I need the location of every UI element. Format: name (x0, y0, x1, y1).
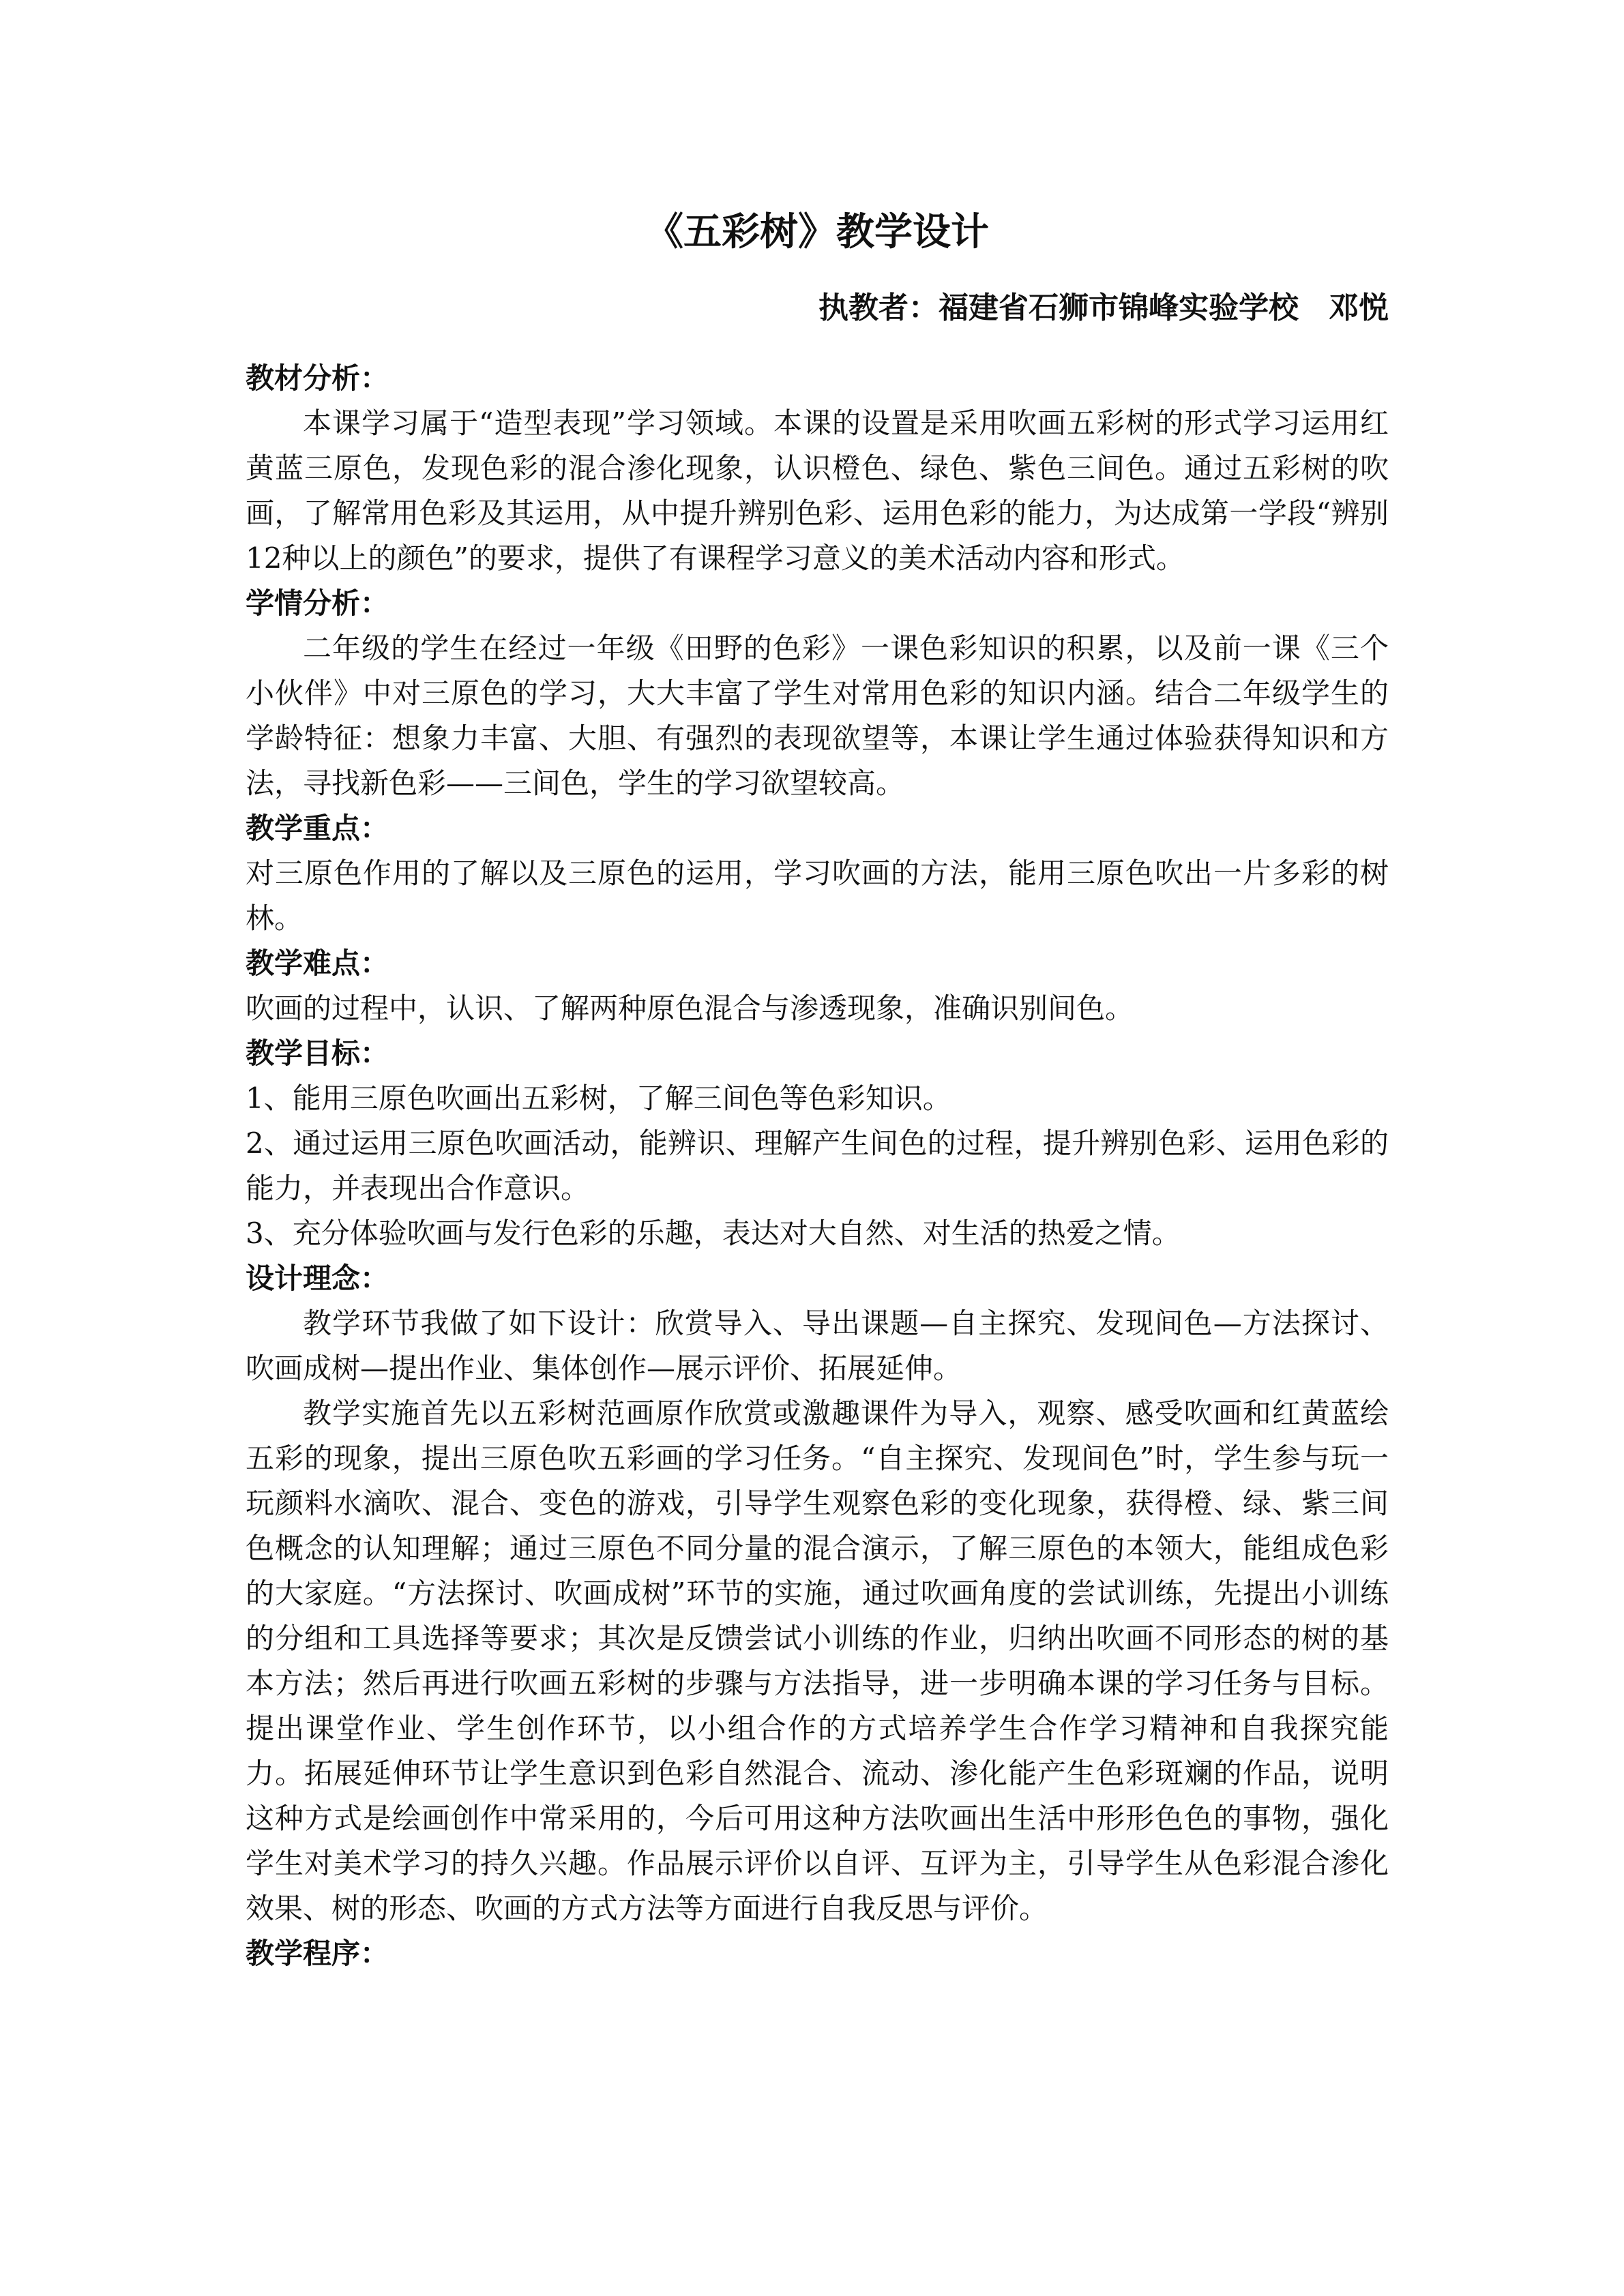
section-concept (246, 1256, 1389, 1931)
objective-item: 1、能用三原色吹画出五彩树，了解三间色等色彩知识。 (246, 1082, 951, 1115)
section-text: 对三原色作用的了解以及三原色的运用，学习吹画的方法，能用三原色吹出一片多彩的树林。 (246, 856, 1389, 935)
section-text: 教学环节我做了如下设计：欣赏导入、导出课题—自主探究、发现间色—方法探讨、吹画成树—提出作业、集体创作—展示评价、拓展延伸。 (246, 1307, 1389, 1385)
objective-item: 2、通过运用三原色吹画活动，能辨识、理解产生间色的过程，提升辨别色彩、运用色彩的能力，并表现出合作意识。 (246, 1127, 1389, 1205)
section-heading: 学情分析： (246, 586, 389, 620)
section-heading: 教材分析： (246, 361, 389, 395)
section-learners (246, 581, 1389, 806)
section-text: 二年级的学生在经过一年级《田野的色彩》一课色彩知识的积累，以及前一课《三个小伙伴》中对三原色的学习，大大丰富了学生对常用色彩的知识内涵。结合二年级学生的学龄特征：想象力丰富、大胆、有强烈的表现欲望等，本课让学生通过体验获得知识和方法，寻找新色彩——三间色，学生的学习欲望较高。 (246, 631, 1389, 800)
section-objectives (246, 1031, 1389, 1256)
section-procedure (246, 1931, 1389, 1976)
document-title: 《五彩树》教学设计 (645, 209, 989, 254)
section-heading: 教学难点： (246, 946, 389, 980)
section-heading: 教学重点： (246, 811, 389, 845)
section-material (246, 356, 1389, 581)
author-line: 执教者：福建省石狮市锦峰实验学校 邓悦 (818, 290, 1389, 325)
section-heading: 教学程序： (246, 1937, 389, 1970)
section-heading: 教学目标： (246, 1037, 389, 1070)
section-key-points (246, 806, 1389, 941)
section-text: 本课学习属于“造型表现”学习领域。本课的设置是采用吹画五彩树的形式学习运用红黄蓝三原色，发现色彩的混合渗化现象，认识橙色、绿色、紫色三间色。通过五彩树的吹画，了解常用色彩及其运用，从中提升辨别色彩、运用色彩的能力，为达成第一学段“辨别12种以上的颜色”的要求，提供了有课程学习意义的美术活动内容和形式。 (246, 406, 1389, 575)
section-text: 教学实施首先以五彩树范画原作欣赏或激趣课件为导入，观察、感受吹画和红黄蓝绘五彩的现象，提出三原色吹五彩画的学习任务。“自主探究、发现间色”时，学生参与玩一玩颜料水滴吹、混合、变色的游戏，引导学生观察色彩的变化现象，获得橙、绿、紫三间色概念的认知理解；通过三原色不同分量的混合演示，了解三原色的本领大，能组成色彩的大家庭。“方法探讨、吹画成树”环节的实施，通过吹画角度的尝试训练，先提出小训练的分组和工具选择等要求；其次是反馈尝试小训练的作业，归纳出吹画不同形态的树的基本方法；然后再进行吹画五彩树的步骤与方法指导，进一步明确本课的学习任务与目标。提出课堂作业、学生创作环节，以小组合作的方式培养学生合作学习精神和自我探究能力。拓展延伸环节让学生意识到色彩自然混合、流动、渗化能产生色彩斑斓的作品，说明这种方式是绘画创作中常采用的，今后可用这种方法吹画出生活中形形色色的事物，强化学生对美术学习的持久兴趣。作品展示评价以自评、互评为主，引导学生从色彩混合渗化效果、树的形态、吹画的方式方法等方面进行自我反思与评价。 (246, 1397, 1389, 1925)
objective-item: 3、充分体验吹画与发行色彩的乐趣，表达对大自然、对生活的热爱之情。 (246, 1217, 1181, 1250)
section-text: 吹画的过程中，认识、了解两种原色混合与渗透现象，准确识别间色。 (246, 992, 1134, 1025)
section-difficulties (246, 941, 1389, 1031)
section-heading: 设计理念： (246, 1262, 389, 1295)
